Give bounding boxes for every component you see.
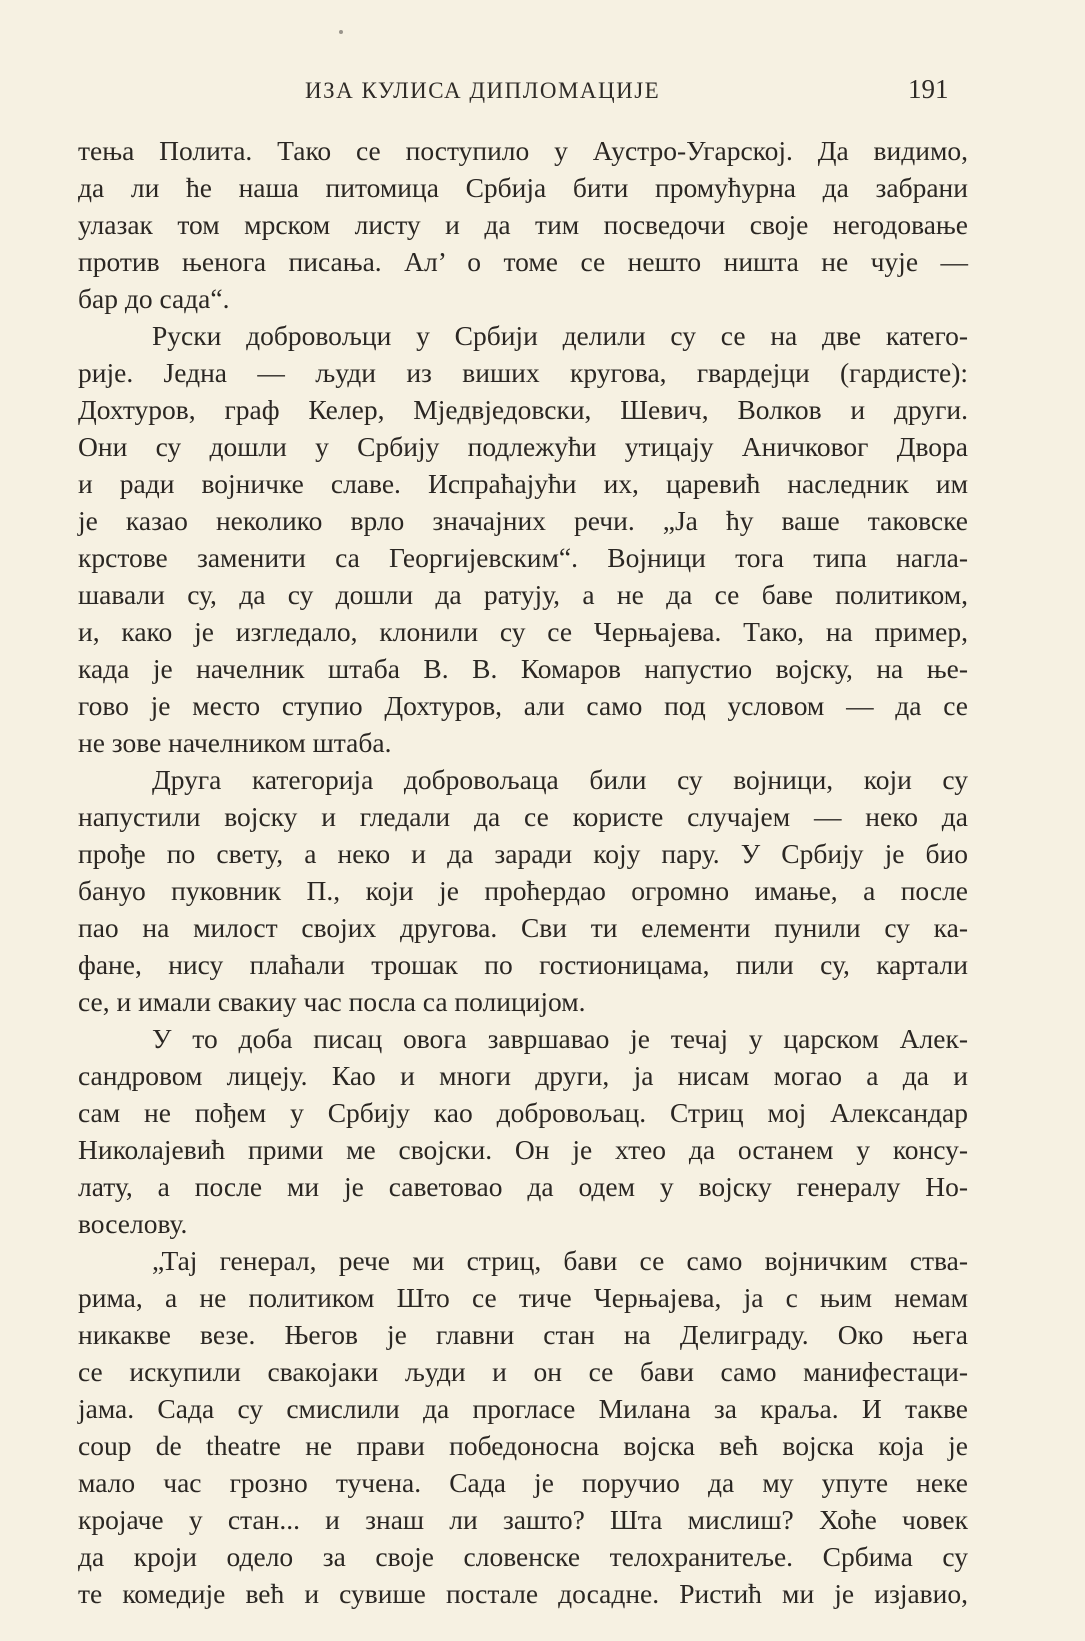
text-line: прође по свету, а неко и да заради коју пару. У Србију је био — [78, 838, 968, 869]
text-line: и ради војничке славе. Испраћајући их, царевић наследник им — [78, 468, 968, 499]
text-line: Дохтуров, граф Келер, Мједвједовски, Шевич, Волков и други. — [78, 394, 968, 425]
text-line: напустили војску и гледали да се користе случајем — неко да — [78, 801, 968, 832]
text-line: и, како је изгледало, клонили су се Черњајева. Тако, на пример, — [78, 616, 968, 647]
text-line: Николајевић прими ме својски. Он је хтео да останем у консу- — [78, 1134, 968, 1165]
text-line: сам не пођем у Србију као добровољац. Стриц мој Александар — [78, 1097, 968, 1128]
text-line: тења Полита. Тако се поступило у Аустро-Угарској. Да видимо, — [78, 135, 968, 166]
text-line: када је начелник штаба В. В. Комаров напустио војску, на ње- — [78, 653, 968, 684]
text-line: coup de theatre не прави победоносна војска већ војска која је — [78, 1430, 968, 1461]
text-line: се, и имали свакиу час посла са полицијом. — [78, 986, 586, 1017]
text-line: Друга категорија добровољаца били су војници, који су — [152, 764, 968, 795]
text-line: воселову. — [78, 1208, 188, 1239]
text-line: да кроји одело за своје словенске телохранитеље. Србима су — [78, 1541, 968, 1572]
text-line: У то доба писац овога завршавао је течај у царском Алек- — [152, 1023, 968, 1054]
text-line: шавали су, да су дошли да ратују, а не да се баве политиком, — [78, 579, 968, 610]
text-line: фане, нису плаћали трошак по гостионицама, пили су, картали — [78, 949, 968, 980]
text-line: не зове начелником штаба. — [78, 727, 392, 758]
text-line: Руски добровољци у Србији делили су се на две катего- — [152, 320, 968, 351]
text-line: рима, а не политиком Што се тиче Черњајева, ја с њим немам — [78, 1282, 968, 1313]
page-header — [0, 72, 1085, 112]
text-line: јама. Сада су смислили да прогласе Милана за краља. И такве — [78, 1393, 968, 1424]
text-line: против њенога писања. Ал’ о томе се нешто ништа не чује — — [78, 246, 968, 277]
text-line: гово је место ступио Дохтуров, али само под условом — да се — [78, 690, 968, 721]
page-number: 191 — [908, 74, 949, 104]
text-line: пао на милост својих другова. Сви ти елементи пунили су ка- — [78, 912, 968, 943]
text-line: крстове заменити са Георгијевским“. Војници тога типа нагла- — [78, 542, 968, 573]
text-line: мало час грозно тучена. Сада је поручио да му упуте неке — [78, 1467, 968, 1498]
paper-speck — [339, 30, 343, 34]
text-line: је казао неколико врло значајних речи. „Ја ћу ваше таковске — [78, 505, 968, 536]
text-line: кројаче у стан... и знаш ли зашто? Шта мислиш? Хоће човек — [78, 1504, 968, 1535]
text-line: Они су дошли у Србију подлежући утицају Аничковог Двора — [78, 431, 968, 462]
text-line: рије. Једна — људи из виших кругова, гвардејци (гардисте): — [78, 357, 968, 388]
running-head: ИЗА КУЛИСА ДИПЛОМАЦИЈЕ — [305, 78, 661, 103]
text-line: да ли ће наша питомица Србија бити промућурна да забрани — [78, 172, 968, 203]
text-line: лату, а после ми је саветовао да одем у војску генералу Но- — [78, 1171, 968, 1202]
text-line: те комедије већ и сувише постале досадне. Ристић ми је изјавио, — [78, 1578, 968, 1609]
text-line: „Тај генерал, рече ми стриц, бави се само војничким ства- — [152, 1245, 968, 1276]
text-line: сандровом лицеју. Као и многи други, ја нисам могао а да и — [78, 1060, 968, 1091]
text-line: никакве везе. Његов је главни стан на Делиграду. Око њега — [78, 1319, 968, 1350]
text-line: бануо пуковник П., који је проћердао огромно имање, а после — [78, 875, 968, 906]
text-line: улазак том мрском листу и да тим посведочи своје негодовање — [78, 209, 968, 240]
text-line: бар до сада“. — [78, 283, 230, 314]
text-line: се искупили свакојаки људи и он се бави само манифестаци- — [78, 1356, 968, 1387]
